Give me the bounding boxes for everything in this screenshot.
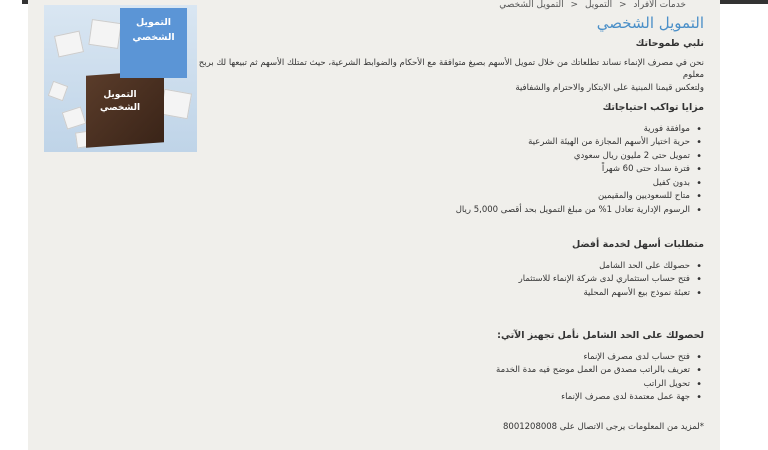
ballot-box-label-line1: التمويل xyxy=(103,90,137,100)
list-item: • فتح حساب استثماري لدى شركة الإنماء للاستثمار xyxy=(184,273,690,287)
breadcrumb-separator: < xyxy=(570,0,579,10)
banner-label-line2: الشخصي xyxy=(132,32,175,43)
list-item: • حصولك على الحد الشامل xyxy=(184,260,690,274)
list-item: • حرية اختيار الأسهم المجازة من الهيئة الشرعية xyxy=(184,136,690,150)
breadcrumb-separator: < xyxy=(618,0,627,10)
main-content xyxy=(184,38,704,433)
list-item: • الرسوم الإدارية تعادل 1% من مبلغ التمويل بحد أقصى 5,000 ريال xyxy=(184,204,690,218)
requirements-list xyxy=(184,260,690,301)
section-heading-requirements: متطلبات أسهل لخدمة أفضل xyxy=(571,239,704,250)
list-item: • تعبئة نموذج بيع الأسهم المحلية xyxy=(184,287,690,301)
breadcrumb xyxy=(497,0,688,10)
ambitions-paragraph: نحن في مصرف الإنماء نساند تطلعاتك من خلال تمويل الأسهم بصيغ متوافقة مع الأحكام والضوابط الشرعية، حيث تمتلك الأسهم ثم تبيعها لك بربح معلوم xyxy=(198,57,704,80)
floating-card xyxy=(48,81,69,102)
list-item: • بدون كفيل xyxy=(184,177,690,191)
personal-finance-banner-image xyxy=(44,5,197,152)
breadcrumb-item-individuals[interactable]: خدمات الأفراد xyxy=(633,0,686,10)
list-item: • تمويل حتى 2 مليون ريال سعودي xyxy=(184,150,690,164)
floating-card xyxy=(62,106,87,129)
list-item: • تعريف بالراتب مصدق من العمل موضح فيه مدة الخدمة xyxy=(184,364,690,378)
breadcrumb-item-personal-finance: التمويل الشخصي xyxy=(499,0,564,10)
list-item: • فتح حساب لدى مصرف الإنماء xyxy=(184,351,690,365)
banner-label-line1: التمويل xyxy=(135,17,172,28)
floating-card xyxy=(88,19,121,49)
banner-label xyxy=(120,8,187,78)
ambitions-paragraph-2: ولتعكس قيمنا المبنية على الابتكار والاحترام والشفافية xyxy=(515,82,704,93)
left-margin xyxy=(0,4,28,450)
features-list xyxy=(184,123,690,218)
section-heading-ambitions: نلبي طموحاتك xyxy=(635,38,704,49)
list-item: • فترة سداد حتى 60 شهراً xyxy=(184,163,690,177)
section-heading-comprehensive-limit: لحصولك على الحد الشامل نأمل تجهيز الآتي: xyxy=(497,330,704,341)
contact-note: *لمزيد من المعلومات يرجى الاتصال على 8001208008 xyxy=(503,421,704,432)
list-item: • متاح للسعوديين والمقيمين xyxy=(184,190,690,204)
list-item: • تحويل الراتب xyxy=(184,378,690,392)
page-title: التمويل الشخصي xyxy=(596,14,704,32)
ballot-box-label-line2: الشخصي xyxy=(99,103,141,113)
ballot-box-label xyxy=(92,89,148,115)
floating-card xyxy=(54,31,84,58)
comprehensive-limit-list xyxy=(184,351,690,405)
breadcrumb-item-finance[interactable]: التمويل xyxy=(584,0,613,10)
list-item: • موافقة فورية xyxy=(184,123,690,137)
section-heading-features: مزايا تواكب احتياجاتك xyxy=(602,102,704,113)
list-item: • جهة عمل معتمدة لدى مصرف الإنماء xyxy=(184,391,690,405)
